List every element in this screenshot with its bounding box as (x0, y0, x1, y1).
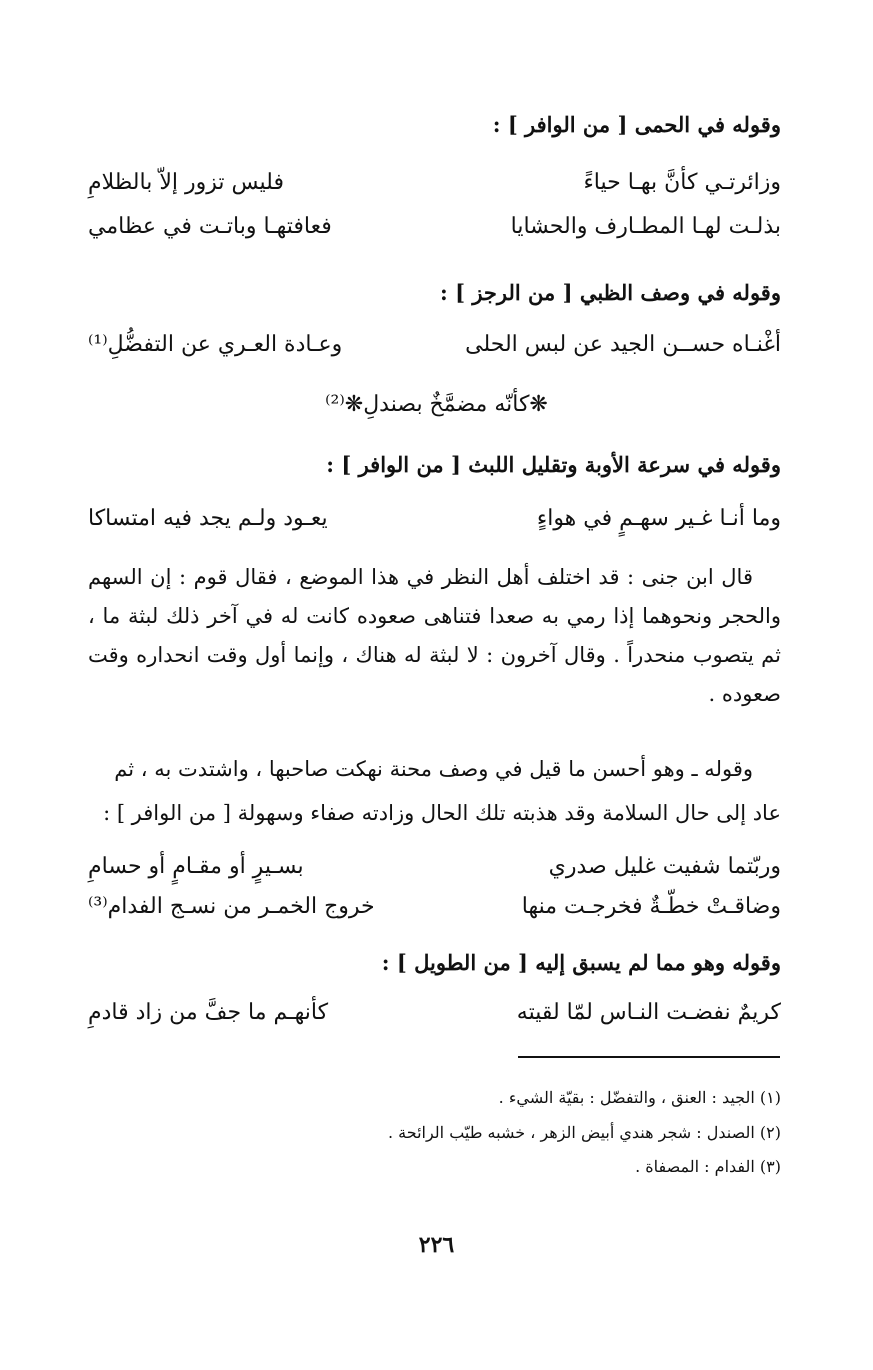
verse-first-hemistich: وما أنـا غـير سهـمٍ في هواءٍ (536, 506, 781, 531)
verse-second-hemistich: خروج الخمـر من نسـج الفدام⁽³⁾ (88, 894, 375, 919)
verse-second-hemistich: فعافتهـا وباتـت في عظامي (88, 214, 332, 239)
footnote-1: (١) الجيد : العنق ، والتفضّل : بقيّة الشيء . (498, 1088, 781, 1107)
verse-first-hemistich: كريمٌ نفضـت النـاس لمّا لقيته (516, 1000, 781, 1025)
page-number: ٢٢٦ (418, 1232, 455, 1258)
footnote-3: (٣) الفدام : المصفاة . (635, 1157, 781, 1176)
footnote-2: (٢) الصندل : شجر هندي أبيض الزهر ، خشبه طيّب الرائحة . (387, 1123, 781, 1142)
verse-line (88, 996, 781, 1030)
intro-illness-continued: عاد إلى حال السلامة وقد هذبته تلك الحال وزادته صفاء وسهولة [ من الوافر ] : (103, 801, 781, 825)
intro-return: وقوله في سرعة الأوبة وتقليل اللبث [ من الوافر ] : (326, 452, 781, 477)
verse-first-hemistich: وضاقـتْ خطّـةٌ فخرجـت منها (521, 894, 781, 919)
intro-illness: وقوله ـ وهو أحسن ما قيل في وصف محنة نهكت صاحبها ، واشتدت به ، ثم (114, 757, 753, 781)
intro-gazelle: وقوله في وصف الظبي [ من الرجز ] : (440, 280, 781, 305)
verse-second-hemistich: كأنهـم ما جفَّ من زاد قادمِ (88, 1000, 329, 1025)
intro-fever: وقوله في الحمى [ من الوافر ] : (492, 112, 781, 137)
verse-line (88, 850, 781, 884)
verse-second-hemistich: يعـود ولـم يجد فيه امتساكا (88, 506, 328, 531)
footnote-divider (518, 1056, 780, 1058)
verse-first-hemistich: بذلـت لهـا المطـارف والحشايا (510, 214, 781, 239)
verse-line (88, 328, 781, 362)
verse-first-hemistich: وربّتما شفيت غليل صدري (548, 854, 781, 879)
verse-line (88, 166, 781, 200)
prose-paragraph (88, 558, 781, 714)
ibn-jinni-commentary: قال ابن جنى : قد اختلف أهل النظر في هذا الموضع ، فقال قوم : إن السهم والحجر ونحوهما إذا رمي به صعدا فتناهى صعوده كانت له في آخر ذلك لبثة ما ، ثم يتصوب منحدراً . وقال آخرون : لا لبثة له هناك ، وإنما أول وقت انحداره وقت صعوده . (88, 565, 781, 706)
verse-first-hemistich: أغْنـاه حســن الجيد عن لبس الحلى (465, 332, 781, 357)
verse-second-hemistich: فليس تزور إلاّ بالظلامِ (88, 170, 284, 195)
verse-second-hemistich: بسـيرٍ أو مقـامٍ أو حسامِ (88, 854, 304, 879)
verse-line (88, 502, 781, 536)
verse-second-hemistich: وعـادة العـري عن التفضُّلِ⁽¹⁾ (88, 332, 343, 357)
verse-line (88, 890, 781, 924)
prose-paragraph (88, 750, 781, 789)
centered-verse: ❋كأنّه مضمَّخٌ بصندلِ❋⁽²⁾ (325, 392, 548, 417)
verse-line (88, 210, 781, 244)
intro-unprecedented: وقوله وهو مما لم يسبق إليه [ من الطويل ] : (381, 950, 781, 975)
verse-first-hemistich: وزائرتـي كأنَّ بهـا حياءً (583, 170, 781, 195)
